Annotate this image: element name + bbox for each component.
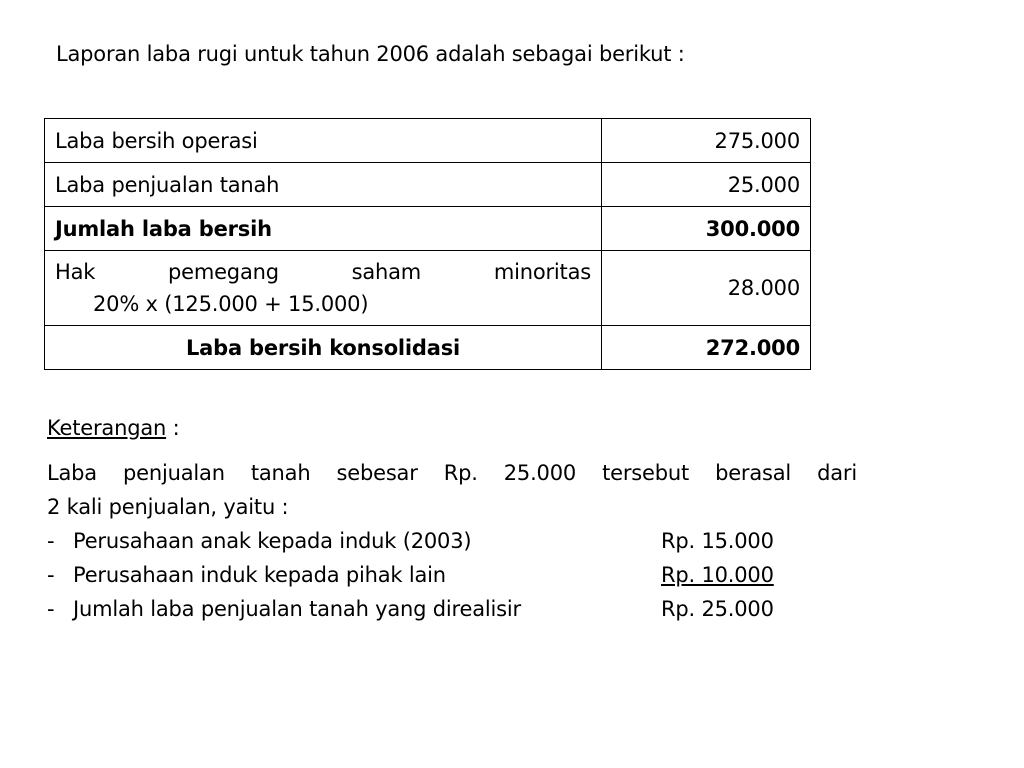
table-row-total — [45, 207, 811, 251]
notes-paragraph-line2: 2 kali penjualan, yaitu : — [47, 495, 289, 519]
row-value: 300.000 — [602, 207, 811, 251]
label-word: saham — [351, 260, 422, 284]
list-item — [47, 524, 857, 558]
label-word: Hak — [55, 260, 96, 284]
notes-heading — [47, 412, 857, 444]
list-desc: Jumlah laba penjualan tanah yang direalisir — [73, 597, 521, 621]
list-amount: Rp. 15.000 — [661, 529, 774, 553]
row-label: Laba bersih konsolidasi — [45, 326, 602, 370]
notes-section — [47, 412, 857, 626]
row-label — [45, 251, 602, 326]
notes-heading-colon: : — [166, 416, 180, 440]
list-desc: Perusahaan anak kepada induk (2003) — [73, 529, 472, 553]
intro-text: Laporan laba rugi untuk tahun 2006 adalah sebagai berikut : — [56, 42, 685, 66]
row-label: Laba bersih operasi — [45, 119, 602, 163]
label-word: pemegang — [167, 260, 279, 284]
row-label: Laba penjualan tanah — [45, 163, 602, 207]
list-dash: - — [47, 563, 55, 587]
list-dash: - — [47, 529, 55, 553]
row-label: Jumlah laba bersih — [45, 207, 602, 251]
table-row-minority — [45, 251, 811, 326]
label-word: minoritas — [493, 260, 591, 284]
list-item — [47, 558, 857, 592]
notes-heading-label: Keterangan — [47, 416, 167, 440]
minority-label-line2: 20% x (125.000 + 15.000) — [93, 292, 369, 316]
table-row — [45, 119, 811, 163]
list-item — [47, 592, 857, 626]
row-value: 275.000 — [602, 119, 811, 163]
income-statement-table — [44, 118, 811, 370]
notes-paragraph-line1: Laba penjualan tanah sebesar Rp. 25.000 tersebut berasal dari — [47, 461, 857, 485]
list-desc: Perusahaan induk kepada pihak lain — [73, 563, 446, 587]
list-amount-underlined — [661, 558, 774, 592]
list-amount: Rp. 25.000 — [661, 597, 774, 621]
row-value: 272.000 — [602, 326, 811, 370]
list-dash: - — [47, 597, 55, 621]
table-row — [45, 163, 811, 207]
row-value: 28.000 — [602, 251, 811, 326]
row-value: 25.000 — [602, 163, 811, 207]
underlined-amount: Rp. 10.000 — [661, 563, 774, 587]
table-row-consolidated — [45, 326, 811, 370]
minority-label-line1 — [55, 256, 591, 288]
